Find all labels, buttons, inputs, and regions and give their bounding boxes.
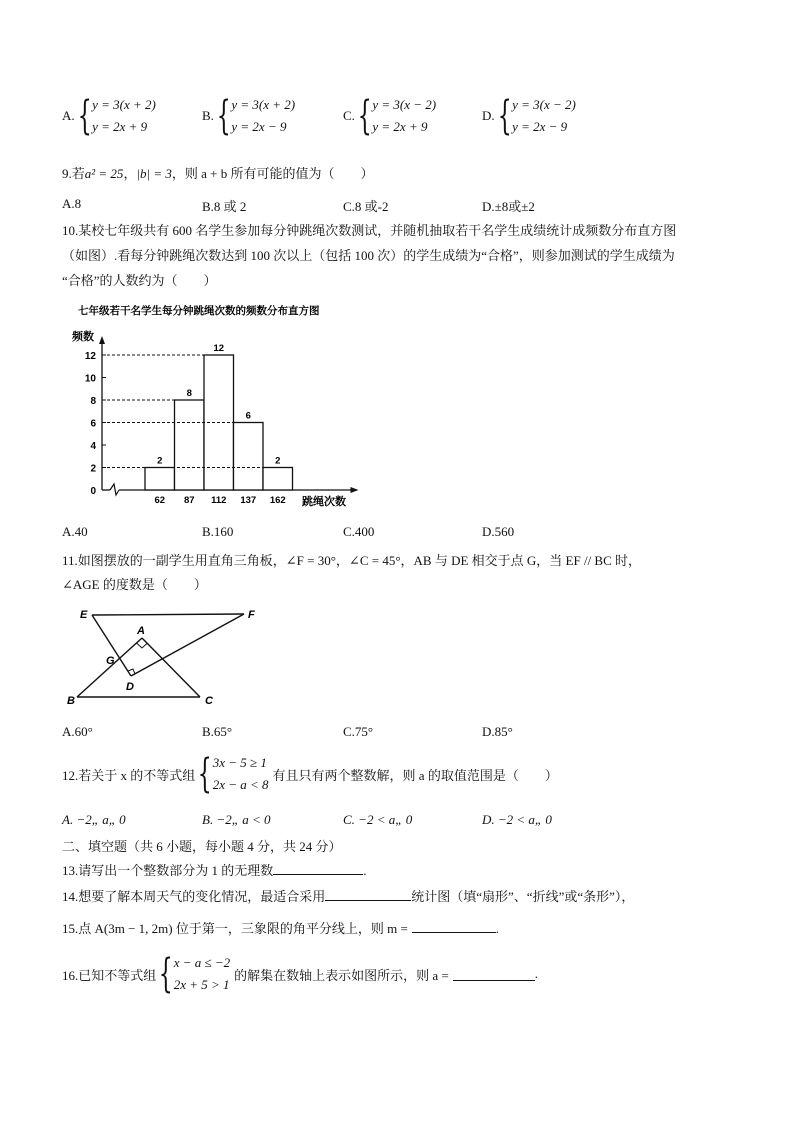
histogram-bar	[175, 400, 205, 490]
x-axis-break	[110, 484, 119, 495]
q12-option-d: D. −2 < a„ 0	[482, 812, 552, 827]
q9-option-b: B.8 或 2	[202, 199, 247, 214]
q12-option-a: A. −2„ a„ 0	[62, 812, 126, 827]
q11-option-d: D.85°	[482, 724, 513, 739]
q10-stem-line2: （如图）.看每分钟跳绳次数达到 100 次以上（包括 100 次）的学生成绩为“合格”，则参加测试的学生成绩为	[62, 248, 675, 263]
q10-option-a: A.40	[62, 524, 88, 539]
q10-option-c: C.400	[343, 524, 375, 539]
triangle-figure	[62, 600, 282, 710]
y-tick-label: 8	[90, 396, 96, 407]
x-tick-label: 137	[240, 495, 257, 506]
q15-answer-blank[interactable]	[412, 920, 496, 933]
segment-ac	[142, 638, 200, 697]
label-g: G	[106, 655, 115, 667]
y-axis-arrow	[99, 336, 105, 344]
label-a: A	[137, 625, 145, 637]
x-tick-label: 112	[211, 495, 227, 506]
q12-option-b: B. −2„ a < 0	[202, 812, 271, 827]
q9-option-d: D.±8或±2	[482, 199, 535, 214]
histogram-bar	[145, 468, 175, 491]
bar-value-label: 12	[213, 343, 225, 354]
q9-option-a: A.8	[62, 196, 82, 211]
q11-stem-line1: 11.如图摆放的一副学生用直角三角板，∠F = 30°，∠C = 45°，AB 与 DE 相交于点 G，当 EF // BC 时，	[62, 553, 642, 568]
chart-ylabel: 频数	[72, 331, 94, 343]
q10-stem-line3: “合格”的人数约为（ ）	[62, 273, 217, 288]
y-tick-label: 2	[90, 463, 96, 475]
q13-answer-blank[interactable]	[273, 862, 363, 875]
q9-option-c: C.8 或-2	[343, 199, 389, 214]
y-tick-label: 4	[90, 441, 96, 452]
q14-answer-blank[interactable]	[325, 888, 411, 901]
q8-option-c: C. { y = 3(x − 2) y = 2x + 9	[343, 93, 437, 139]
q9-stem: 9.若a² = 25，|b| = 3，则 a + b 所有可能的值为（ ）	[62, 166, 374, 181]
y-tick-label: 12	[84, 351, 96, 362]
q8-option-d: D. { y = 3(x − 2) y = 2x − 9	[482, 93, 576, 139]
q13: 13.请写出一个整数部分为 1 的无理数 .	[62, 863, 367, 878]
q8-option-a: A. { y = 3(x + 2) y = 2x + 9	[62, 93, 156, 139]
q15: 15.点 A(3m − 1, 2m) 位于第一，三象限的角平分线上，则 m = .	[62, 921, 500, 936]
q11-option-c: C.75°	[343, 724, 374, 739]
chart-xlabel: 跳绳次数	[302, 496, 346, 508]
label-b: B	[67, 695, 75, 707]
q11-option-b: B.65°	[202, 724, 233, 739]
x-axis-arrow	[351, 487, 359, 493]
y-tick-label: 0	[90, 486, 96, 497]
section-2-heading: 二、填空题（共 6 小题，每小题 4 分，共 24 分）	[62, 839, 342, 854]
histogram-bar	[234, 423, 264, 491]
segment-ef	[92, 614, 244, 615]
q16-answer-blank[interactable]	[453, 968, 535, 981]
q11-stem-line2: ∠AGE 的度数是（ ）	[62, 577, 207, 592]
chart-title: 七年级若干名学生每分钟跳绳次数的频数分布直方图	[78, 305, 320, 317]
q12-stem: 12.若关于 x 的不等式组 { 3x − 5 ≥ 1 2x − a < 8 有且只有两个整数解，则 a 的取值范围是（ ）	[62, 751, 558, 797]
label-e: E	[80, 609, 88, 621]
y-tick-label: 6	[90, 418, 96, 430]
bar-value-label: 2	[275, 455, 281, 467]
bar-value-label: 8	[186, 388, 192, 399]
bar-value-label: 6	[245, 410, 251, 422]
q11-option-a: A.60°	[62, 724, 93, 739]
y-tick-label: 10	[84, 373, 96, 385]
label-d: D	[126, 681, 134, 693]
q14: 14.想要了解本周天气的变化情况，最适合采用 统计图（填“扇形”、“折线”或“条形”），	[62, 889, 635, 904]
x-tick-label: 162	[269, 495, 286, 506]
x-tick-label: 62	[154, 495, 166, 506]
label-c: C	[205, 695, 213, 707]
histogram-chart	[60, 300, 360, 520]
q16: 16.已知不等式组 { x − a ≤ −2 2x + 5 > 1 的解集在数轴上表示如图所示，则 a = .	[62, 951, 539, 997]
histogram-bar	[263, 468, 293, 491]
bar-value-label: 2	[157, 455, 163, 467]
q8-option-b: B. { y = 3(x + 2) y = 2x − 9	[202, 93, 296, 139]
q10-option-d: D.560	[482, 524, 515, 539]
q12-option-c: C. −2 < a„ 0	[343, 812, 413, 827]
right-angle-mark-a	[137, 643, 148, 648]
x-tick-label: 87	[183, 495, 195, 506]
q10-option-b: B.160	[202, 524, 234, 539]
q10-stem-line1: 10.某校七年级共有 600 名学生参加每分钟跳绳次数测试，并随机抽取若干名学生成绩统计成频数分布直方图	[62, 223, 677, 238]
label-f: F	[248, 609, 255, 621]
